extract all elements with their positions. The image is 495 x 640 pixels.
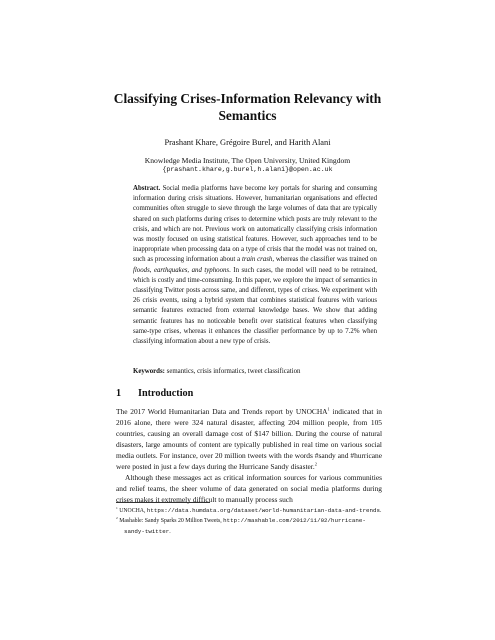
abstract-text-2: , whereas the classifier was trained on: [272, 256, 377, 264]
footnote-ref-2[interactable]: 2: [314, 461, 317, 467]
keywords: [133, 367, 377, 377]
abstract: [133, 184, 377, 347]
footnote-url[interactable]: http://mashable.com/2012/11/02/hurricane-sandy-twitter: [124, 517, 366, 535]
abstract-italic-1: train crash: [242, 256, 273, 264]
intro-paragraph-2: Although these messages act as critical information sources for various communities and relief teams, the sheer volume of data generated on social media platforms during crises makes it extremely difficult to manually process such: [116, 473, 382, 505]
abstract-text-1: Social media platforms have become key portals for sharing and consuming information during crisis situations. However, humanitarian organisations and effected communities often struggle to sieve through the large volumes of data that are typically shared on such platforms during crises to determine which posts are truly relevant to the crisis, and which are not. Previous work on automatically classifying crisis information was mostly focused on using statistical features. However, such approaches tend to be inappropriate when processing data on a type of crisis that the model was not trained on, such as processing information about a: [133, 185, 377, 264]
section-heading-introduction: [116, 388, 396, 399]
footnote-mark: 2: [116, 516, 118, 521]
footnote-1: [116, 506, 382, 516]
intro-p1-text-b: indicated that in 2016 alone, there were 324 natural disaster, affecting 204 million people, from 105 countries, causing an overall damage cost of $147 billion. During the course of natural disasters, large amounts of content are typically published in real time on various social media outlets. For instance, over 20 million tweets with the words #sandy and #hurricane were posted in just a few days during the Hurricane Sandy disaster.: [116, 407, 383, 472]
abstract-label: Abstract.: [133, 185, 161, 192]
keywords-text: semantics, crisis informatics, tweet classification: [166, 368, 301, 375]
footnote-divider: [116, 502, 210, 503]
footnote-text: UNOCHA,: [119, 508, 147, 514]
abstract-italic-2: floods, earthquakes, and typhoons: [133, 266, 230, 274]
intro-paragraph-1: [116, 406, 382, 472]
footnotes: [116, 506, 382, 537]
footnote-ref-1[interactable]: 1: [327, 406, 330, 412]
introduction-body: [116, 406, 382, 505]
title-line-2: Semantics: [218, 108, 277, 123]
author-list: Prashant Khare, Grégoire Burel, and Harith Alani: [164, 138, 331, 147]
keywords-label: Keywords:: [133, 368, 165, 375]
footnote-text: Mashable: Sandy Sparks 20 Million Tweets,: [119, 518, 224, 525]
affiliation: Knowledge Media Institute, The Open University, United Kingdom: [144, 156, 351, 165]
intro-p1-text-a: The 2017 World Humanitarian Data and Trends report by UNOCHA: [116, 407, 328, 416]
footnote-2: [116, 516, 382, 537]
author-emails: {prashant.khare,g.burel,h.alani}@open.ac.uk: [162, 166, 333, 173]
footnote-period: .: [169, 528, 171, 535]
abstract-text-3: . In such cases, the model will need to be retrained, which is costly and time-consuming. In this paper, we explore the impact of semantics in classifying Twitter posts across same, and different, types of crises. We experiment with 26 crisis events, using a hybrid system that combines statistical features with various semantic features extracted from external knowledge bases. We show that adding semantic features has no noticeable benefit over statistical features when classifying same-type crises, whereas it enhances the classifier performance by up to 7.2% when classifying information about a new type of crisis.: [133, 266, 377, 346]
section-number: 1: [116, 388, 122, 399]
paper-title: [60, 90, 435, 124]
footnote-period: .: [379, 508, 382, 514]
section-title: Introduction: [138, 388, 194, 399]
footnote-mark: 1: [116, 506, 118, 511]
title-line-1: Classifying Crises-Information Relevancy with: [113, 91, 382, 106]
footnote-url[interactable]: https://data.humdata.org/dataset/world-humanitarian-data-and-trends: [146, 507, 380, 514]
